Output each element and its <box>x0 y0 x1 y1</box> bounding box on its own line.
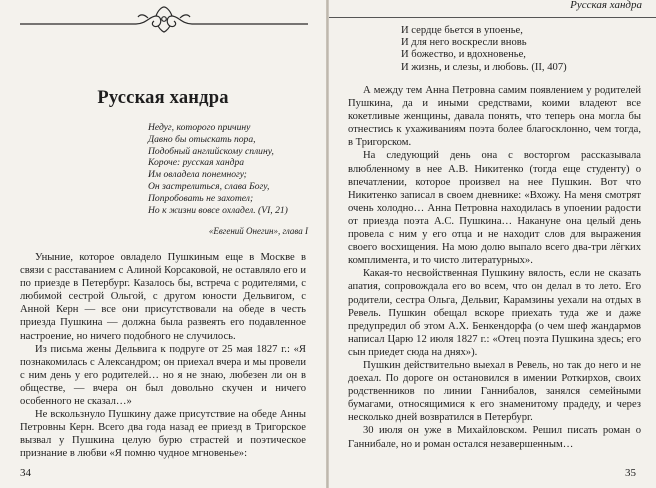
poem-quote <box>401 25 641 74</box>
paragraph: 30 июля он уже в Михайловском. Решил писать роман о Ганнибале, но и роман остался незавершенным… <box>348 425 641 450</box>
left-page <box>0 0 326 488</box>
epigraph-line: Короче: русская хандра <box>148 157 245 169</box>
poem-line: И для него воскресли вновь <box>401 37 527 49</box>
paragraph: А между тем Анна Петровна самим появлением у родителей Пушкина, да и иными средствами, коими владеют все кокетливые женщины, давала понять, что теперь она могла бы отнестись к ухаживаниям поэта более благосклонно, чем тогда, в Тригорском. <box>348 85 641 149</box>
paragraph: Из письма жены Дельвига к подруге от 25 мая 1827 г.: «Я познакомилась с Александром; он приехал вчера и мы провели с ним день у его родителей… но я не знаю, любезен ли он в обществе, — вчера он был довольно скучен и ничего особенного не сказал…» <box>20 343 306 408</box>
epigraph-line: Недуг, которого причину <box>148 122 251 133</box>
paragraph: Пушкин действительно выехал в Ревель, но так до него и не доехал. По дороге он остановился в имении Роткирхов, своих родственников по линии Ганнибалов, занялся семейными бумагами, относящимися к его знаменитому прадеду, и через несколько дней возвратился в Петербург. <box>348 359 641 424</box>
paragraph: Не вскользнуло Пушкину даже присутствие на обеде Анны Петровны Керн. Всего два года назад ее приезд в Тригорское вызвал у Пушкина целую бурю страстей и поэтическое признание в любви «Я помню чудное мгновенье»: <box>20 409 306 460</box>
page-number-left: 34 <box>20 467 31 479</box>
running-head: Русская хандра <box>570 0 642 11</box>
paragraph: Какая-то несвойственная Пушкину вялость, если не сказать апатия, сопровождала его во всем, что он делал в то лето. Его родители, сестра Ольга, Дельвиг, Карамзины уехали на отдых в Ревель. Пушкин обещал вскоре приехать туда же и даже предупредил об этом А.Х. Бенкендорфа (о чем шеф жандармов написал Царю 12 июля 1827 г.: «Отец поэта Пушкина здесь; его сын приедет сюда на днях»). <box>348 268 641 358</box>
right-body-text <box>348 84 641 451</box>
decorative-ornament-icon <box>18 4 310 34</box>
poem-line: И жизнь, и слезы, и любовь. (II, 407) <box>401 61 567 73</box>
epigraph-line: Он застрелиться, слава Богу, <box>148 180 270 192</box>
poem-line: И божество, и вдохновенье, <box>401 49 526 61</box>
right-page <box>329 0 656 488</box>
epigraph-line: Давно бы отыскать пора, <box>148 133 256 145</box>
chapter-title: Русская хандра <box>97 88 229 108</box>
page-number-right: 35 <box>625 467 636 479</box>
epigraph-line: Попробовать не захотел; <box>148 192 254 204</box>
epigraph-line: Но к жизни вовсе охладел. (VI, 21) <box>148 204 288 216</box>
epigraph <box>148 122 318 216</box>
epigraph-source: «Евгений Онегин», глава I <box>208 226 308 236</box>
poem-line: И сердце бьется в упоенье, <box>401 25 523 36</box>
header-rule <box>329 17 656 18</box>
paragraph: Уныние, которое овладело Пушкиным еще в Москве в связи с расставанием с Алиной Корсаковой, не оставляло его и по приезде в Петербург. Казалось бы, встреча с родителями, с любимой сестрой Ольгой, с другом юности Дельвигом, с Анной Керн — все они присутствовали на обеде в честь приезда Пушкина — должна была развеять его подавленное настроение, но ничего подобного не случилось. <box>20 252 306 342</box>
epigraph-line: Подобный английскому сплину, <box>148 145 274 157</box>
paragraph: На следующий день она с восторгом рассказывала влюбленному в нее А.В. Никитенко (тогда еще студенту) о впечатлении, которое произвел на нее Пушкин. Вот что Никитенко записал в своем дневнике: «Вхожу. На меня смотрят очень холодно… Анна Петровна находилась в упоении радости от приезда поэта А.С. Пушкина… Накануне она целый день провела с ним у его отца и не находит слов для выражения своего восхищения. На мою долю выпало всего два-три лёгких комплимента, и то чисто литературных». <box>348 150 641 267</box>
left-body-text <box>20 251 306 461</box>
epigraph-line: Им овладела понемногу; <box>148 169 247 181</box>
